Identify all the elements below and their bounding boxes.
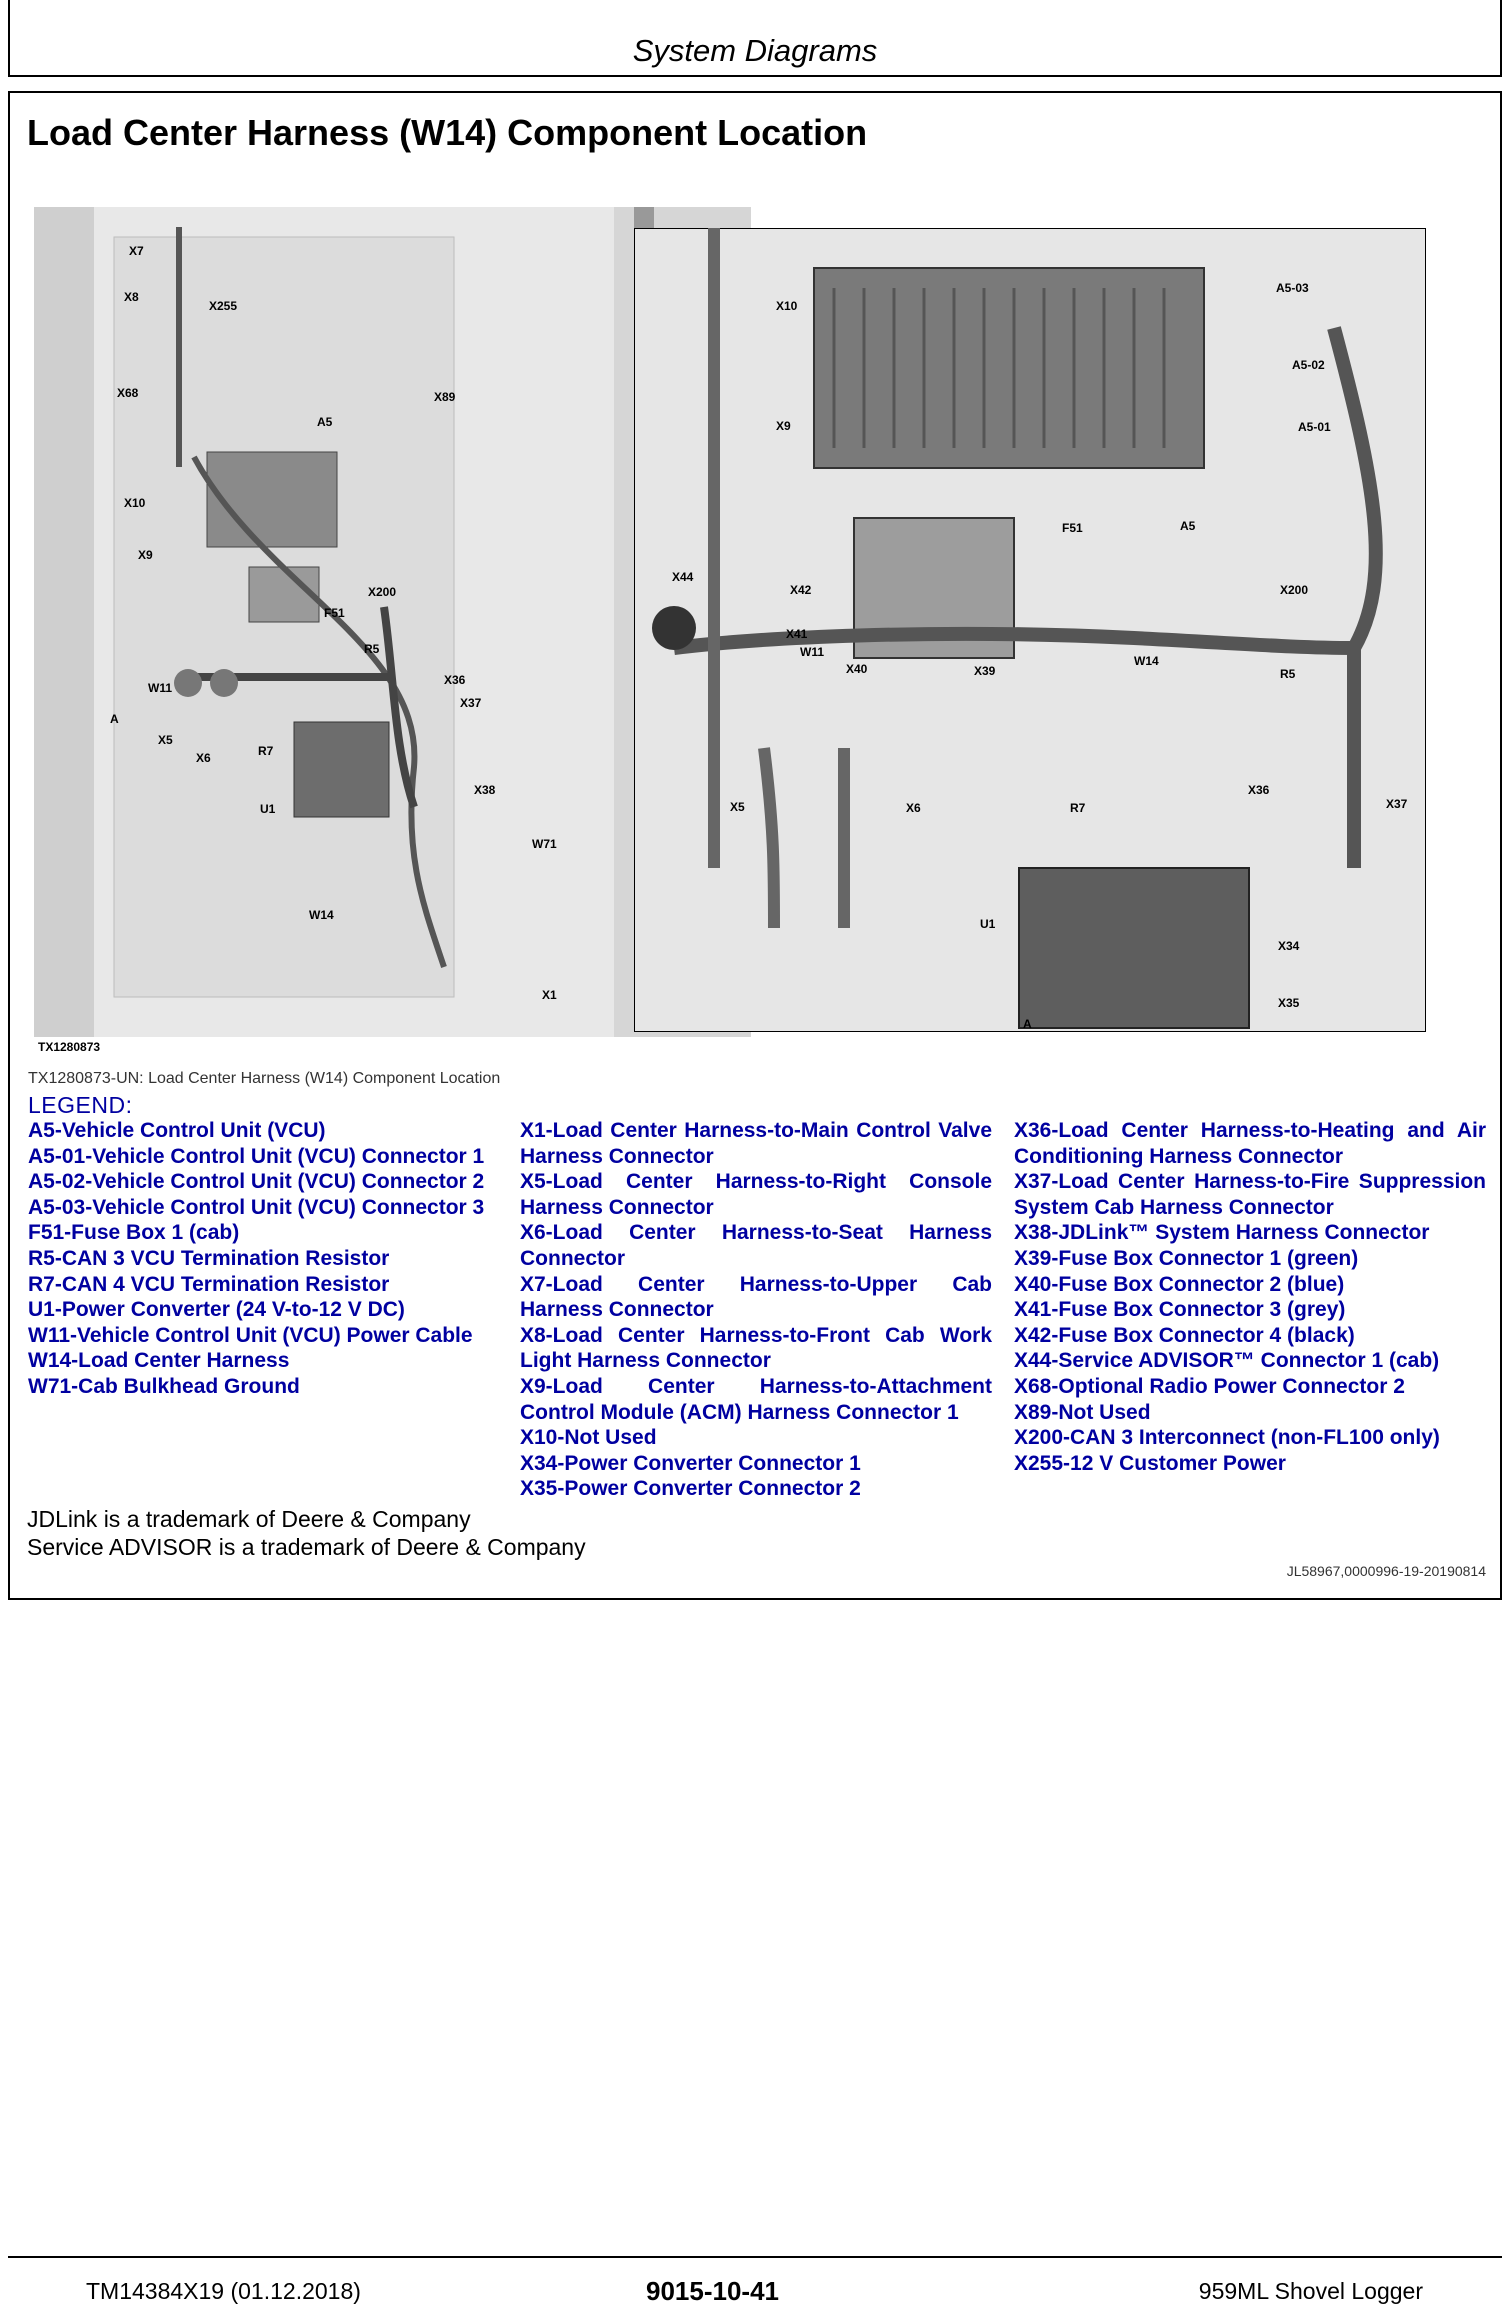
- callout-r7-left: R7: [258, 744, 274, 758]
- legend-item: X5-Load Center Harness-to-Right Console Harness Connector: [520, 1170, 992, 1219]
- callout-x34: X34: [1278, 939, 1300, 953]
- callout-w71-left: W71: [532, 837, 557, 851]
- legend-item: X39-Fuse Box Connector 1 (green): [1014, 1246, 1359, 1270]
- callout-a5-01: A5-01: [1298, 420, 1331, 434]
- callout-x10-left: X10: [124, 496, 146, 510]
- legend-item: X34-Power Converter Connector 1: [520, 1451, 861, 1475]
- callout-x40: X40: [846, 662, 868, 676]
- callout-a5-right: A5: [1180, 519, 1196, 533]
- callout-x41: X41: [786, 627, 808, 641]
- callout-x38-left: X38: [474, 783, 496, 797]
- callout-x44: X44: [672, 570, 694, 584]
- page-title: Load Center Harness (W14) Component Location: [27, 112, 868, 153]
- callout-x6-right: X6: [906, 801, 921, 815]
- callout-u1-left: U1: [260, 802, 276, 816]
- callout-x37-left: X37: [460, 696, 482, 710]
- callout-a-right: A: [1023, 1017, 1032, 1031]
- legend-column-3: [1014, 1118, 1486, 1476]
- callout-w11-right: W11: [800, 645, 825, 659]
- legend-item: X41-Fuse Box Connector 3 (grey): [1014, 1298, 1346, 1322]
- callout-u1-right: U1: [980, 917, 996, 931]
- legend-item: W71-Cab Bulkhead Ground: [28, 1374, 300, 1398]
- legend-item: A5-03-Vehicle Control Unit (VCU) Connector 3: [28, 1195, 485, 1219]
- legend-item: A5-02-Vehicle Control Unit (VCU) Connector 2: [28, 1170, 485, 1194]
- legend-item: X42-Fuse Box Connector 4 (black): [1014, 1323, 1355, 1347]
- section-title: System Diagrams: [632, 33, 878, 68]
- footer-manual-id: TM14384X19 (01.12.2018): [86, 2278, 361, 2304]
- callout-w14-left: W14: [309, 908, 334, 922]
- legend-item: F51-Fuse Box 1 (cab): [28, 1221, 240, 1245]
- callout-x1-left: X1: [542, 988, 557, 1002]
- legend-item: X38-JDLink™ System Harness Connector: [1014, 1221, 1430, 1245]
- callout-x10-right: X10: [776, 299, 798, 313]
- legend-item: X89-Not Used: [1014, 1400, 1151, 1424]
- footer-machine-name: 959ML Shovel Logger: [1198, 2278, 1423, 2304]
- figure-caption: TX1280873-UN: Load Center Harness (W14) Component Location: [28, 1070, 501, 1087]
- page-header: [8, 0, 1502, 77]
- legend-item: W14-Load Center Harness: [28, 1349, 290, 1373]
- callout-x42: X42: [790, 583, 812, 597]
- legend-item: A5-Vehicle Control Unit (VCU): [28, 1119, 326, 1142]
- legend-item: X10-Not Used: [520, 1426, 657, 1450]
- legend-item: X68-Optional Radio Power Connector 2: [1014, 1374, 1405, 1398]
- callout-a5-03: A5-03: [1276, 281, 1309, 295]
- footer-page-number: 9015-10-41: [646, 2276, 779, 2306]
- legend-item: X37-Load Center Harness-to-Fire Suppression System Cab Harness Connector: [1014, 1170, 1486, 1219]
- document-reference: JL58967,0000996-19-20190814: [1286, 1563, 1486, 1579]
- callout-w11-left: W11: [148, 681, 173, 695]
- trademark-service-advisor: Service ADVISOR is a trademark of Deere & Company: [27, 1534, 586, 1560]
- callout-x6-left: X6: [196, 751, 211, 765]
- callout-a-left: A: [110, 712, 119, 726]
- callout-a5-left: A5: [317, 415, 333, 429]
- legend-title: LEGEND:: [28, 1092, 133, 1118]
- callout-x39: X39: [974, 664, 996, 678]
- legend-item: X6-Load Center Harness-to-Seat Harness Connector: [520, 1221, 992, 1270]
- callout-x36-left: X36: [444, 673, 466, 687]
- detail-photo: [634, 228, 1426, 1032]
- callout-x9-right: X9: [776, 419, 791, 433]
- legend-item: X8-Load Center Harness-to-Front Cab Work Light Harness Connector: [520, 1323, 992, 1373]
- callout-x37-right: X37: [1386, 797, 1408, 811]
- callout-x5-left: X5: [158, 733, 173, 747]
- callout-w14-right: W14: [1134, 654, 1159, 668]
- callout-r5-left: R5: [364, 642, 380, 656]
- callout-x200-right: X200: [1280, 583, 1309, 597]
- legend-item: X200-CAN 3 Interconnect (non-FL100 only): [1014, 1426, 1440, 1450]
- legend-item: W11-Vehicle Control Unit (VCU) Power Cable: [28, 1323, 473, 1347]
- legend-item: U1-Power Converter (24 V-to-12 V DC): [28, 1298, 405, 1322]
- callout-x36-right: X36: [1248, 783, 1270, 797]
- callout-r5-right: R5: [1280, 667, 1296, 681]
- callout-f51-left: F51: [324, 606, 345, 620]
- figure-id: TX1280873: [38, 1040, 101, 1054]
- callout-x89: X89: [434, 390, 456, 404]
- legend-column-1: [28, 1118, 500, 1400]
- footer-divider: [8, 2256, 1502, 2258]
- legend-item: A5-01-Vehicle Control Unit (VCU) Connector 1: [28, 1144, 485, 1168]
- callout-x68: X68: [117, 386, 139, 400]
- callout-x35: X35: [1278, 996, 1300, 1010]
- legend-item: X255-12 V Customer Power: [1014, 1451, 1286, 1475]
- callout-x200-left: X200: [368, 585, 397, 599]
- legend-item: R7-CAN 4 VCU Termination Resistor: [28, 1272, 390, 1296]
- legend-item: X9-Load Center Harness-to-Attachment Control Module (ACM) Harness Connector 1: [520, 1374, 992, 1424]
- legend-item: X1-Load Center Harness-to-Main Control Valve Harness Connector: [520, 1119, 992, 1168]
- legend-item: X44-Service ADVISOR™ Connector 1 (cab): [1014, 1349, 1440, 1373]
- callout-x5-right: X5: [730, 800, 745, 814]
- callout-f51-right: F51: [1062, 521, 1083, 535]
- legend-column-2: [520, 1118, 992, 1502]
- trademark-jdlink: JDLink is a trademark of Deere & Company: [27, 1506, 471, 1532]
- legend-item: X7-Load Center Harness-to-Upper Cab Harness Connector: [520, 1272, 992, 1322]
- callout-r7-right: R7: [1070, 801, 1086, 815]
- legend-item: X40-Fuse Box Connector 2 (blue): [1014, 1272, 1345, 1296]
- legend-item: R5-CAN 3 VCU Termination Resistor: [28, 1246, 390, 1270]
- callout-x9-left: X9: [138, 548, 153, 562]
- callout-a5-02: A5-02: [1292, 358, 1325, 372]
- callout-x255: X255: [209, 299, 238, 313]
- callout-x7: X7: [129, 244, 144, 258]
- callout-x8: X8: [124, 290, 139, 304]
- legend-item: X35-Power Converter Connector 2: [520, 1477, 861, 1501]
- legend-item: X36-Load Center Harness-to-Heating and Air Conditioning Harness Connector: [1014, 1119, 1486, 1168]
